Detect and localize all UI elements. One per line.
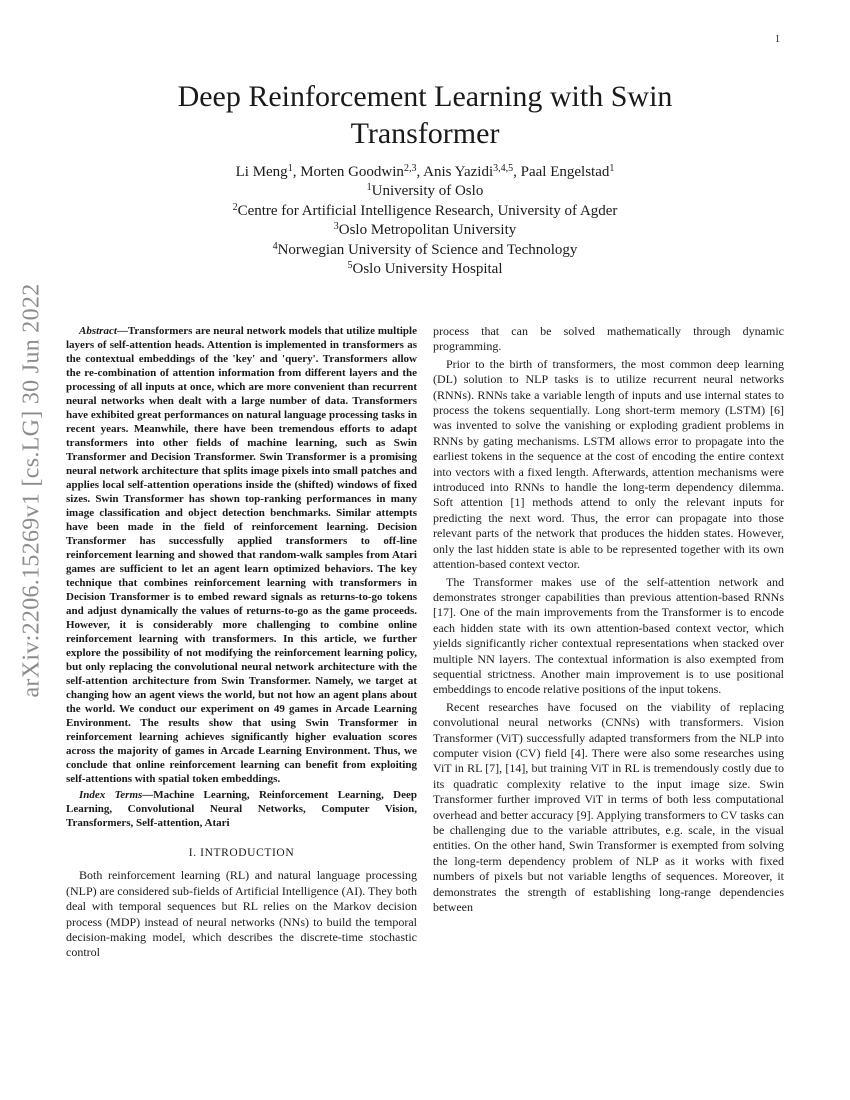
author: Paal Engelstad$^1$ — [520, 163, 615, 180]
abstract-label: Abstract — [79, 325, 117, 337]
index-terms — [66, 788, 417, 830]
body-paragraph: Prior to the birth of transformers, the most common deep learning (DL) solution to NLP tasks is to utilize recurrent neural networks (RNNs). RNNs take a variable length of inputs and use internal states to process the tokens sequentially. Long short-term memory (LSTM) [6] was invented to solve the vanishing or exploding gradient problems in RNNs by gating mechanisms. LSTM allows error to propagate into the earliest tokens in the sequence at the cost of encoding the entire context into vectors with a fixed length. Afterwards, attention mechanisms were introduced into RNNs to handle the long-term dependency dilemma. Soft attention [1] methods attend to only the relevant inputs for predicting the next word. Thus, the error can propagate into those relevant parts of the network that produces the hidden states. However, only the last hidden state is able to be represented together with its own attention-based context vector. — [433, 356, 784, 572]
body-paragraph: The Transformer makes use of the self-attention network and demonstrates stronger capabilities than previous attention-based RNNs [17]. One of the main improvements from the Transformer is to encode each hidden state with its own attention-based context vector, which yields significantly richer contextual representations when stacked over multiple NN layers. The contextual information is also exempted from sequential strictness. Another main improvement is to use positional embeddings to encode relative positions of the input tokens. — [433, 574, 784, 697]
affiliation: $^5$Oslo University Hospital — [347, 260, 503, 278]
author-list: Li Meng$^1$, Morten Goodwin$^{2,3}$, Anis Yazidi$^{3,4,5}$, Paal Engelstad$^1$ — [235, 163, 615, 180]
abstract — [66, 324, 417, 786]
right-column — [433, 324, 784, 917]
body-paragraph: Recent researches have focused on the viability of replacing convolutional neural networks (CNNs) with transformers. Vision Transformer (ViT) successfully adapted transformers from the NLP into computer vision (CV) field [4]. There were also some researches using ViT in RL [7], [14], but training ViT in RL is tremendously costly due to its quadratic complexity relative to the input image size. Swin Transformer further improved ViT in terms of both less computational overhead and better accuracy [9]. Applying transformers to CV tasks can be challenging due to the variable attributes, e.g. scale, in the visual entities. On the other hand, Swin Transformer is exempted from solving the long-term dependency problem of NLP as it works with fixed numbers of pixels but not variable lengths of sequences. Moreover, it demonstrates the strength of establishing long-range dependencies between — [433, 699, 784, 915]
arxiv-identifier-text: arXiv:2206.15269v1 [cs.LG] 30 Jun 2022 — [18, 282, 45, 698]
index-terms-text: —Machine Learning, Reinforcement Learning, Deep Learning, Convolutional Neural Networks, Computer Vision, Transformers, Self-attention, Atari — [66, 789, 417, 829]
left-column — [66, 324, 417, 963]
body-paragraph: Both reinforcement learning (RL) and natural language processing (NLP) are considered sub-fields of Artificial Intelligence (AI). They both deal with temporal sequences but RL relies on the Markov decision process (MDP) instead of neural networks (NNs) to build the temporal decision-making model, which describes the discrete-time stochastic control — [66, 868, 417, 960]
author: Anis Yazidi$^{3,4,5}$ — [423, 163, 514, 180]
page-number: 1 — [775, 34, 780, 45]
arxiv-identifier[interactable] — [8, 282, 56, 698]
abstract-text: —Transformers are neural network models that utilize multiple layers of self-attention heads. Attention is implemented in transformers as the contextual embeddings of the 'key' and 'query'. Transformers allow the re-combination of attention information from different layers and the processing of all inputs at once, which are more convenient than recurrent neural networks when dealt with a large number of data. Transformers have exhibited great performances on natural language processing tasks in recent years. Meanwhile, there have been tremendous efforts to adapt transformers into other fields of machine learning, such as Swin Transformer and Decision Transformer. Swin Transformer is a promising neural network architecture that splits image pixels into small patches and applies local self-attention operations inside the (shifted) windows of fixed sizes. Swin Transformer has shown top-ranking performances in many image classification and object detection benchmarks. Similar attempts have been made in the field of reinforcement learning. Decision Transformer has successfully applied transformers to off-line reinforcement learning and showed that random-walk samples from Atari games are sufficient to let an agent learn optimized behaviors. The key technique that combines reinforcement learning with transformers in Decision Transformer is to embed reward signals as returns-to-go tokens and adjust dynamically the values of returns-to-go as the game proceeds. However, it is considerably more challenging to combine online reinforcement learning with transformers. In this article, we further explore the possibility of not modifying the reinforcement learning policy, but only replacing the convolutional neural network architecture with the self-attention architecture from Swin Transformer. Namely, we target at changing how an agent views the world, but not how an agent plans about the world. We conduct our experiment on 49 games in Arcade Learning Environment. The results show that using Swin Transformer in reinforcement learning achieves significantly higher evaluation scores across the majority of games in Arcade Learning Environment. Thus, we conclude that online reinforcement learning can benefit from exploiting self-attentions with spatial token embeddings. — [66, 325, 417, 785]
index-terms-label: Index Terms — [79, 789, 143, 801]
title-block — [70, 78, 780, 280]
section-heading: I. INTRODUCTION — [188, 847, 295, 859]
affiliation: $^4$Norwegian University of Science and Technology — [272, 240, 578, 258]
author: Morten Goodwin$^{2,3}$ — [300, 163, 417, 180]
affiliation: $^1$University of Oslo — [366, 182, 484, 199]
paper-title: Deep Reinforcement Learning with Swin Transformer — [177, 80, 673, 150]
affiliation: $^3$Oslo Metropolitan University — [333, 221, 517, 239]
body-paragraph: process that can be solved mathematically through dynamic programming. — [433, 324, 784, 354]
author: Li Meng$^1$ — [235, 163, 293, 180]
affiliation: $^2$Centre for Artificial Intelligence Research, University of Agder — [232, 201, 618, 219]
